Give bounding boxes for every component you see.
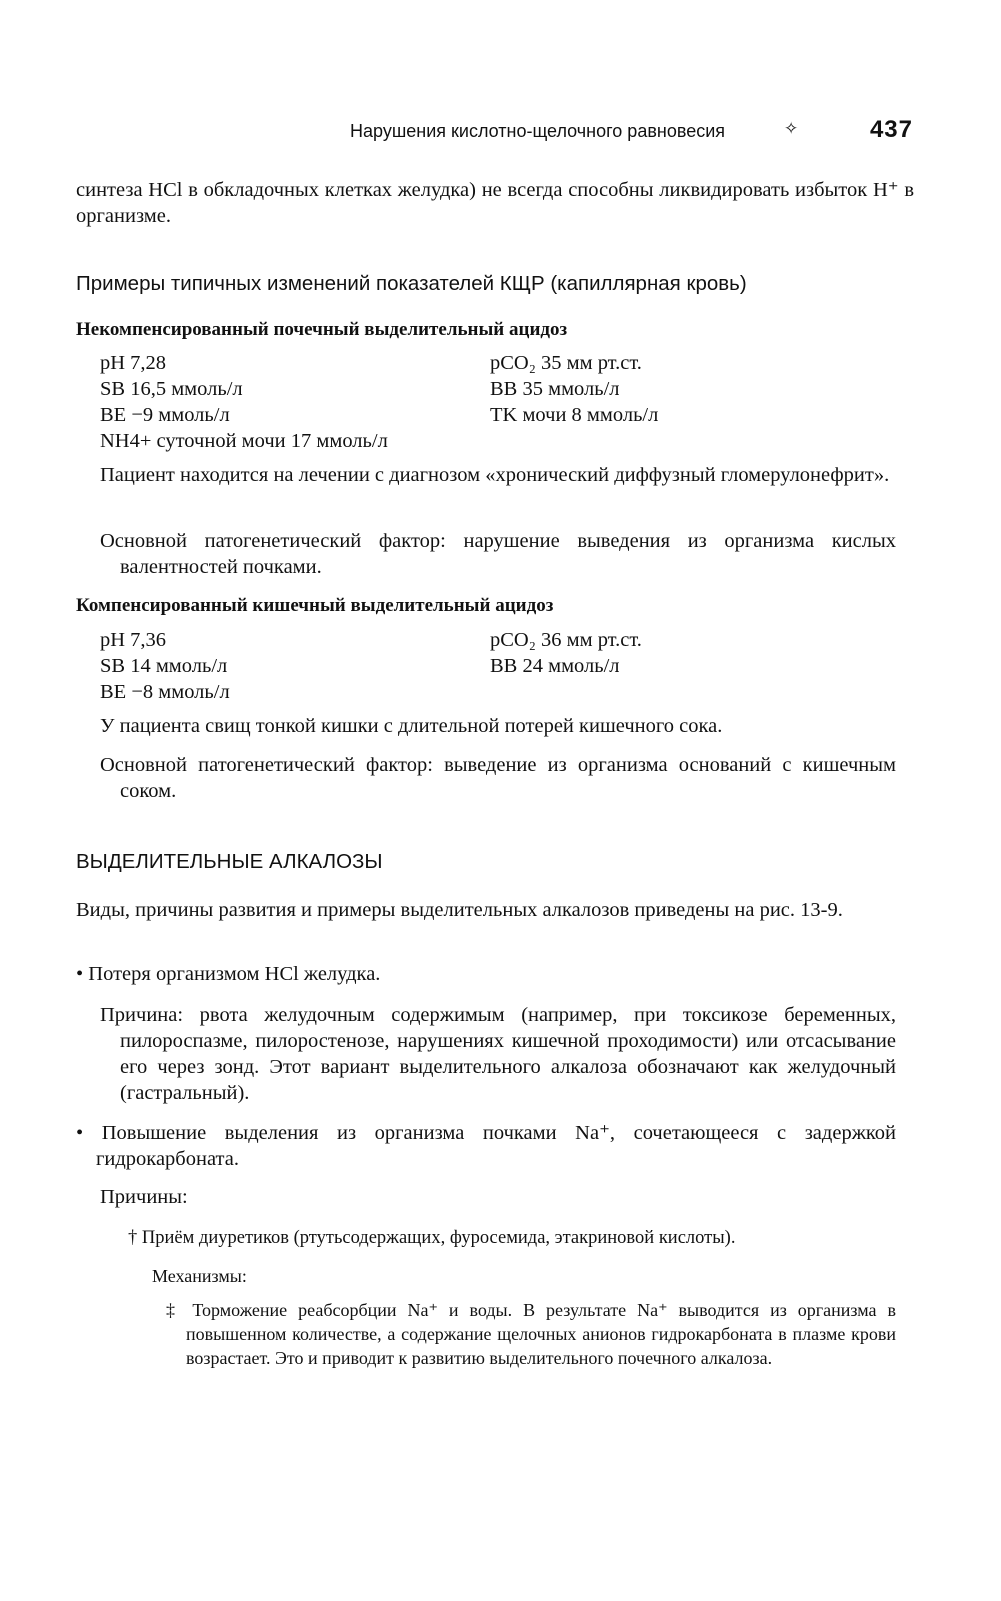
mechanisms-label: Механизмы: bbox=[152, 1266, 247, 1286]
case1-factor-note: Основной патогенетический фактор: нарушение выведения из организма кислых валентностей почками. bbox=[100, 530, 896, 578]
case1-title: Некомпенсированный почечный выделительный ацидоз bbox=[76, 319, 568, 340]
table-row bbox=[100, 653, 900, 679]
case2-value: pCO₂ 36 мм рт.ст. bbox=[490, 629, 642, 651]
case1-patient-note: Пациент находится на лечении с диагнозом «хронический диффузный гломерулонефрит». bbox=[100, 464, 890, 486]
case2-patient-note: У пациента свищ тонкой кишки с длительной потерей кишечного сока. bbox=[100, 715, 723, 737]
table-row bbox=[100, 350, 900, 376]
bullet-item: • Потеря организмом HCl желудка. bbox=[76, 963, 381, 985]
diamond-ornament-icon: ✧ bbox=[784, 119, 799, 139]
running-header-title: Нарушения кислотно-щелочного равновесия bbox=[350, 121, 726, 141]
case1-value: NH4+ суточной мочи 17 ммоль/л bbox=[100, 430, 388, 452]
causes-label: Причины: bbox=[100, 1186, 188, 1208]
table-row bbox=[100, 679, 900, 705]
case1-value: pCO₂ 35 мм рт.ст. bbox=[490, 352, 642, 374]
case2-value: BE −8 ммоль/л bbox=[100, 681, 230, 703]
table-row bbox=[100, 376, 900, 402]
case1-values-table bbox=[100, 350, 900, 454]
dagger-list-item: † Приём диуретиков (ртутьсодержащих, фуросемида, этакриновой кислоты). bbox=[128, 1228, 736, 1248]
case1-value: TK мочи 8 ммоль/л bbox=[490, 404, 659, 426]
table-row bbox=[100, 402, 900, 428]
case2-value: pH 7,36 bbox=[100, 629, 167, 651]
bullet-item: • Повышение выделения из организма почками Na⁺, сочетающееся с задержкой гидрокарбоната. bbox=[76, 1122, 896, 1170]
case2-value: SB 14 ммоль/л bbox=[100, 655, 228, 677]
table-row bbox=[100, 627, 900, 653]
cause-paragraph: Причина: рвота желудочным содержимым (например, при токсикозе беременных, пилороспазме, пилоростенозе, нарушениях кишечной проходимости) или отсасывание его через зонд. Этот вариант выделительного алкалоза обозначают как желудочный (гастральный). bbox=[100, 1004, 896, 1104]
case2-values-table bbox=[100, 627, 900, 705]
case1-value: SB 16,5 ммоль/л bbox=[100, 378, 243, 400]
case2-value: BB 24 ммоль/л bbox=[490, 655, 620, 677]
page-number: 437 bbox=[869, 116, 913, 143]
case2-title: Компенсированный кишечный выделительный ацидоз bbox=[76, 595, 554, 616]
case1-value: pH 7,28 bbox=[100, 352, 167, 374]
intro-paragraph: синтеза HCl в обкладочных клетках желудка) не всегда способны ликвидировать избыток H⁺ в организме. bbox=[76, 179, 914, 227]
case2-factor-note: Основной патогенетический фактор: выведение из организма оснований с кишечным соком. bbox=[100, 754, 896, 802]
table-row bbox=[100, 428, 900, 454]
ddagger-list-item: ‡ Торможение реабсорбции Na⁺ и воды. В результате Na⁺ выводится из организма в повышенном количестве, а содержание щелочных анионов гидрокарбоната в плазме крови возрастает. Это и приводит к развитию выделительного почечного алкалоза. bbox=[166, 1300, 896, 1368]
running-header bbox=[350, 117, 913, 147]
examples-heading: Примеры типичных изменений показателей КЩР (капиллярная кровь) bbox=[76, 272, 747, 295]
case1-value: BB 35 ммоль/л bbox=[490, 378, 620, 400]
case1-value: BE −9 ммоль/л bbox=[100, 404, 230, 426]
alkalosis-intro: Виды, причины развития и примеры выделительных алкалозов приведены на рис. 13-9. bbox=[76, 899, 843, 921]
alkalosis-heading: ВЫДЕЛИТЕЛЬНЫЕ АЛКАЛОЗЫ bbox=[76, 850, 383, 873]
